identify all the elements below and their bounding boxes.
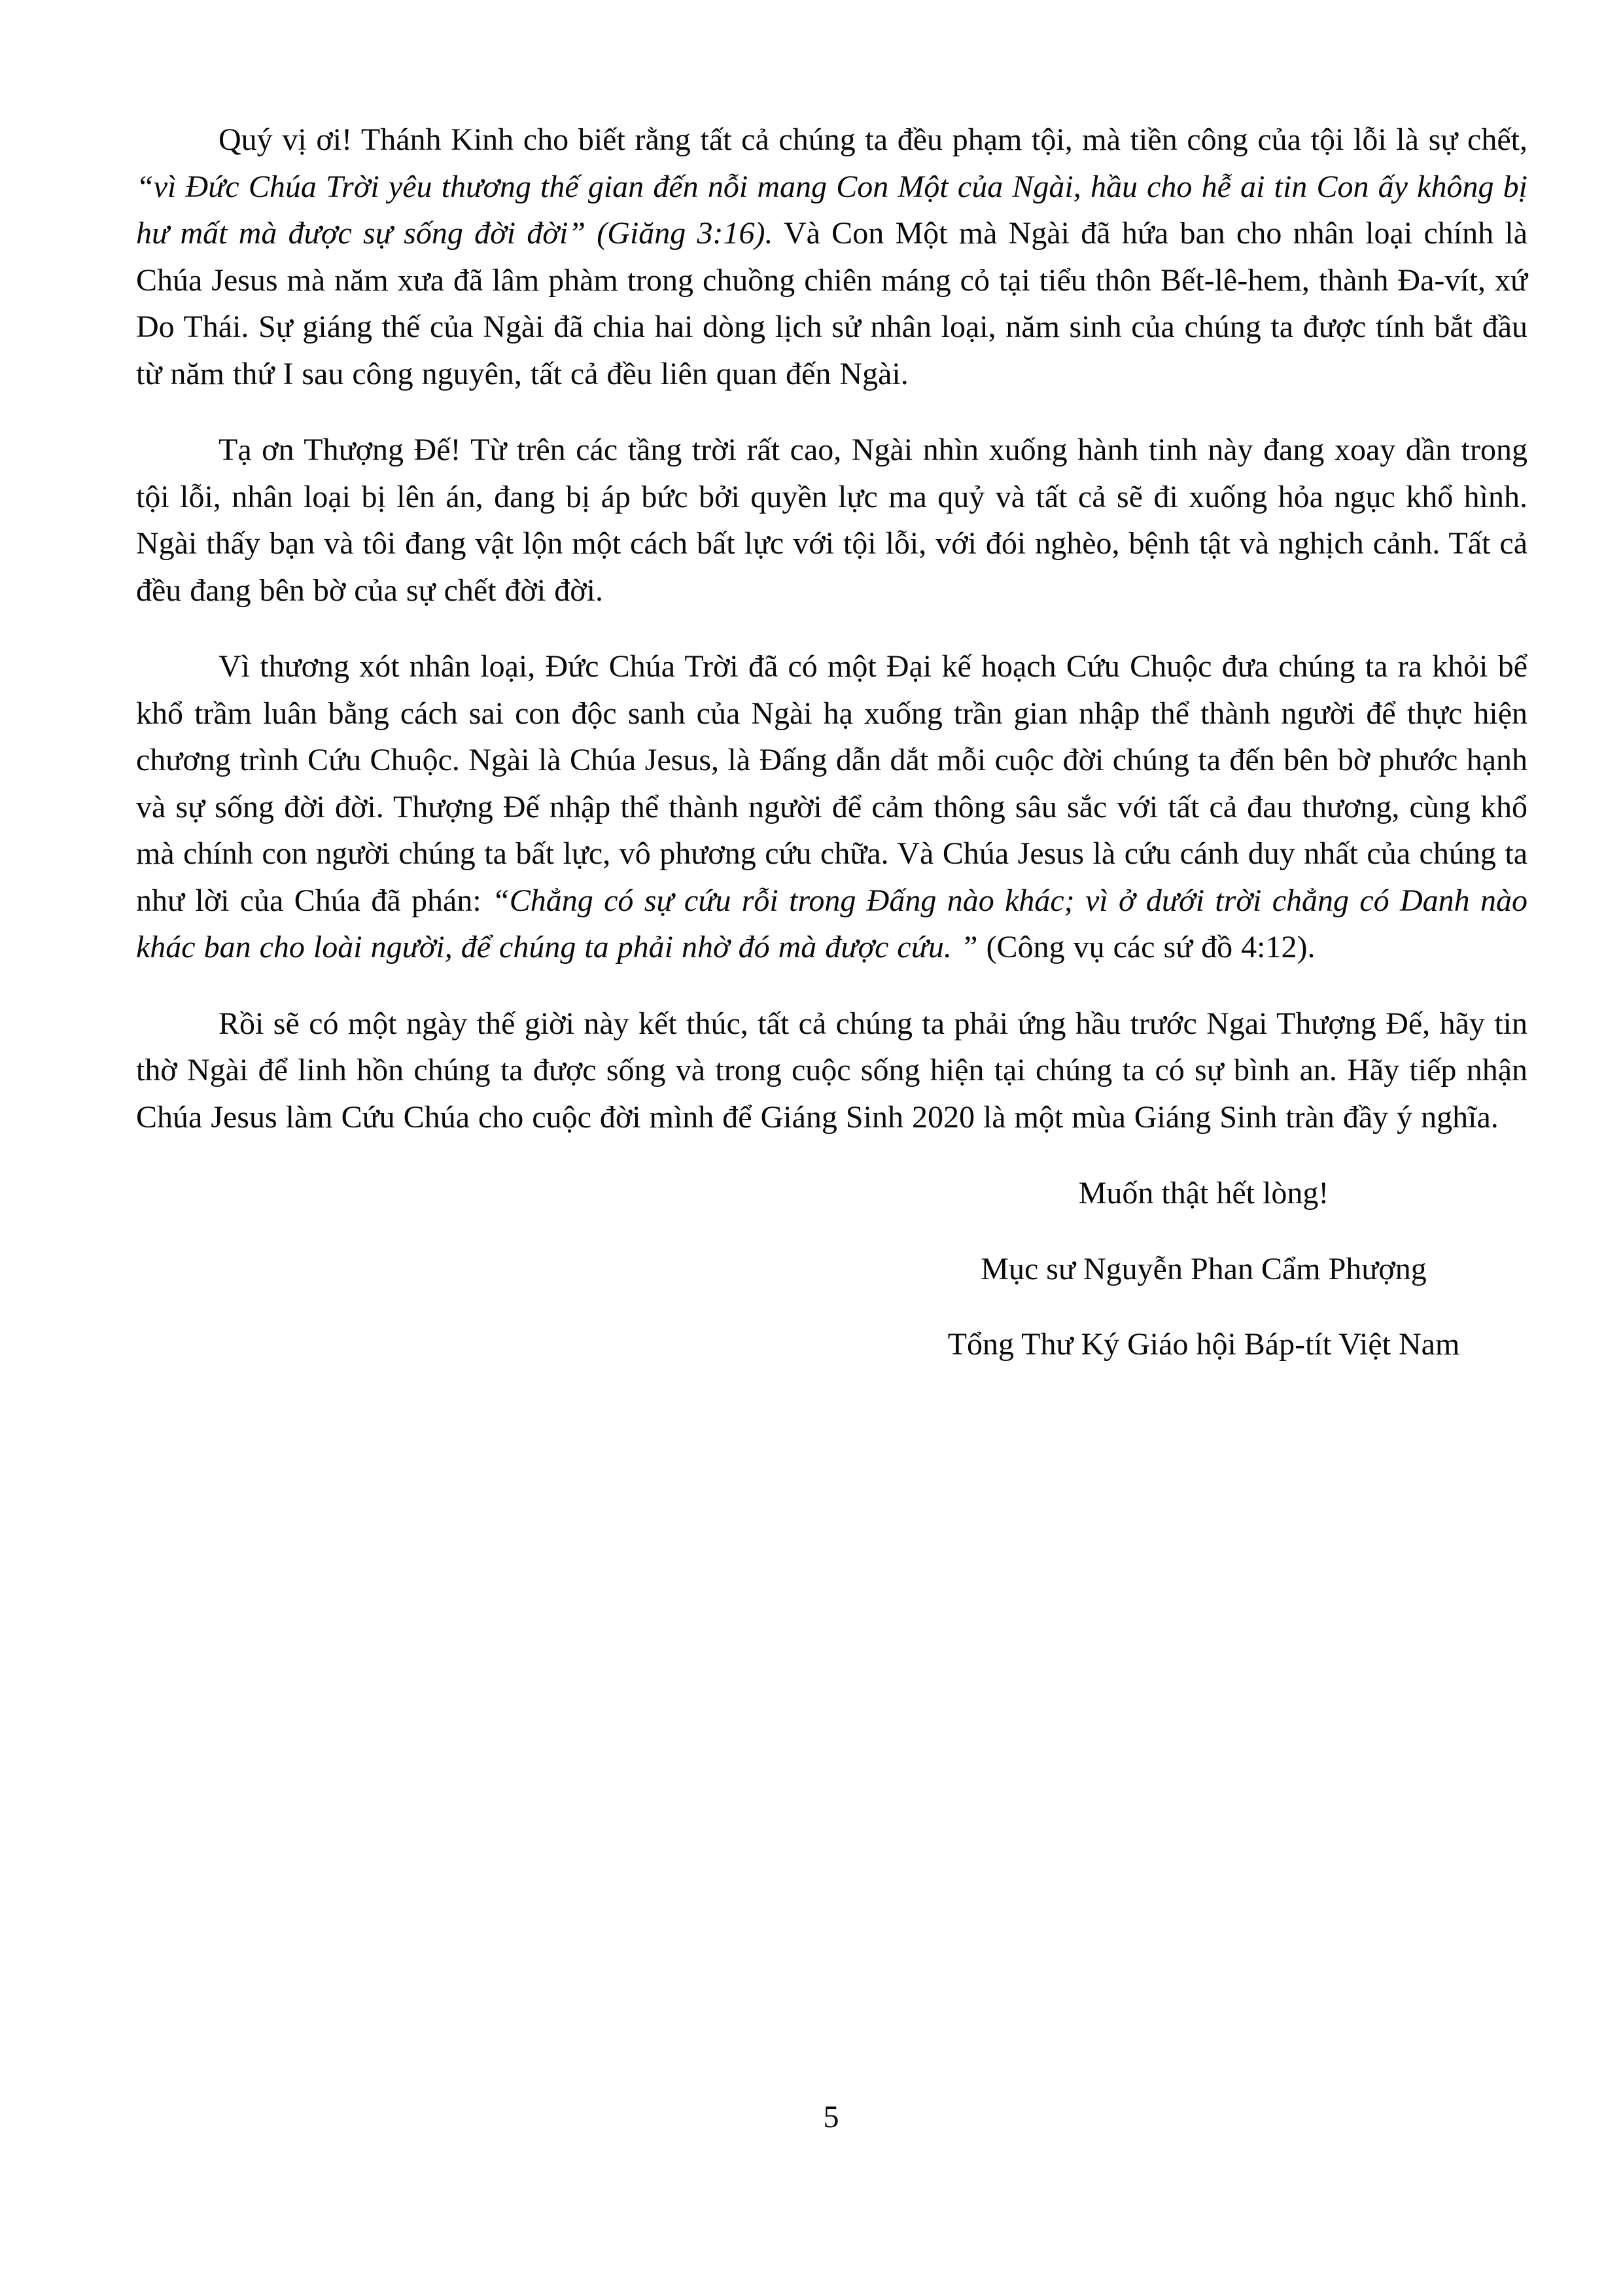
paragraph [136, 1000, 1527, 1141]
signature-title: Tổng Thư Ký Giáo hội Báp-tít Việt Nam [947, 1327, 1460, 1362]
body-text: (Công vụ các sứ đồ 4:12). [977, 930, 1316, 964]
signature-name: Mục sư Nguyễn Phan Cẩm Phượng [981, 1251, 1427, 1286]
letter-closing [844, 1170, 1563, 1368]
page-number: 5 [823, 2100, 839, 2134]
paragraph [136, 643, 1527, 971]
paragraph [136, 116, 1527, 397]
scripture-quote-text: “vì Đức Chúa Trời yêu thương thế gian đến nỗi mang Con Một của Ngài, hầu cho hễ ai tin Con ấy không bị hư mất mà được sự sống đời đời” (Giăng 3:16). [136, 169, 1527, 251]
body-text: Tạ ơn Thượng Đế! Từ trên các tầng trời rất cao, Ngài nhìn xuống hành tinh này đang xoay dần trong tội lỗi, nhân loại bị lên án, đang bị áp bức bởi quyền lực ma quỷ và tất cả sẽ đi xuống hỏa ngục khổ hình. Ngài thấy bạn và tôi đang vật lộn một cách bất lực với tội lỗi, với đói nghèo, bệnh tật và nghịch cảnh. Tất cả đều đang bên bờ của sự chết đời đời. [136, 433, 1527, 608]
body-text: Và Con Một mà Ngài đã hứa ban cho nhân loại chính là Chúa Jesus mà năm xưa đã lâm phàm trong chuồng chiên máng cỏ tại tiểu thôn Bết-lê-hem, thành Đa-vít, xứ Do Thái. Sự giáng thế của Ngài đã chia hai dòng lịch sử nhân loại, năm sinh của chúng ta được tính bắt đầu từ năm thứ I sau công nguyên, tất cả đều liên quan đến Ngài. [136, 216, 1527, 391]
scripture-quote-text: “Chẳng có sự cứu rỗi trong Đấng nào khác; vì ở dưới trời chẳng có Danh nào khác ban cho loài người, để chúng ta phải nhờ đó mà được cứu. ” [136, 883, 1528, 964]
body-text: Vì thương xót nhân loại, Đức Chúa Trời đã có một Đại kế hoạch Cứu Chuộc đưa chúng ta ra khỏi bể khổ trầm luân bằng cách sai con độc sanh của Ngài hạ xuống trần gian nhập thể thành người để thực hiện chương trình Cứu Chuộc. Ngài là Chúa Jesus, là Đấng dẫn dắt mỗi cuộc đời chúng ta đến bên bờ phước hạnh và sự sống đời đời. Thượng Đế nhập thể thành người để cảm thông sâu sắc với tất cả đau thương, cùng khổ mà chính con người chúng ta bất lực, vô phương cứu chữa. Và Chúa Jesus là cứu cánh duy nhất của chúng ta như lời của Chúa đã phán: [136, 649, 1527, 918]
page-content [136, 116, 1527, 1397]
paragraph [136, 427, 1527, 614]
body-text: Quý vị ơi! Thánh Kinh cho biết rằng tất cả chúng ta đều phạm tội, mà tiền công của tội lỗi là sự chết, [218, 122, 1527, 157]
closing-salutation: Muốn thật hết lòng! [1078, 1176, 1329, 1210]
body-paragraphs [136, 116, 1527, 1140]
body-text: Rồi sẽ có một ngày thế giời này kết thúc, tất cả chúng ta phải ứng hầu trước Ngai Thượng Đế, hãy tin thờ Ngài để linh hồn chúng ta được sống và trong cuộc sống hiện tại chúng ta có sự bình an. Hãy tiếp nhận Chúa Jesus làm Cứu Chúa cho cuộc đời mình để Giáng Sinh 2020 là một mùa Giáng Sinh tràn đầy ý nghĩa. [136, 1006, 1527, 1135]
